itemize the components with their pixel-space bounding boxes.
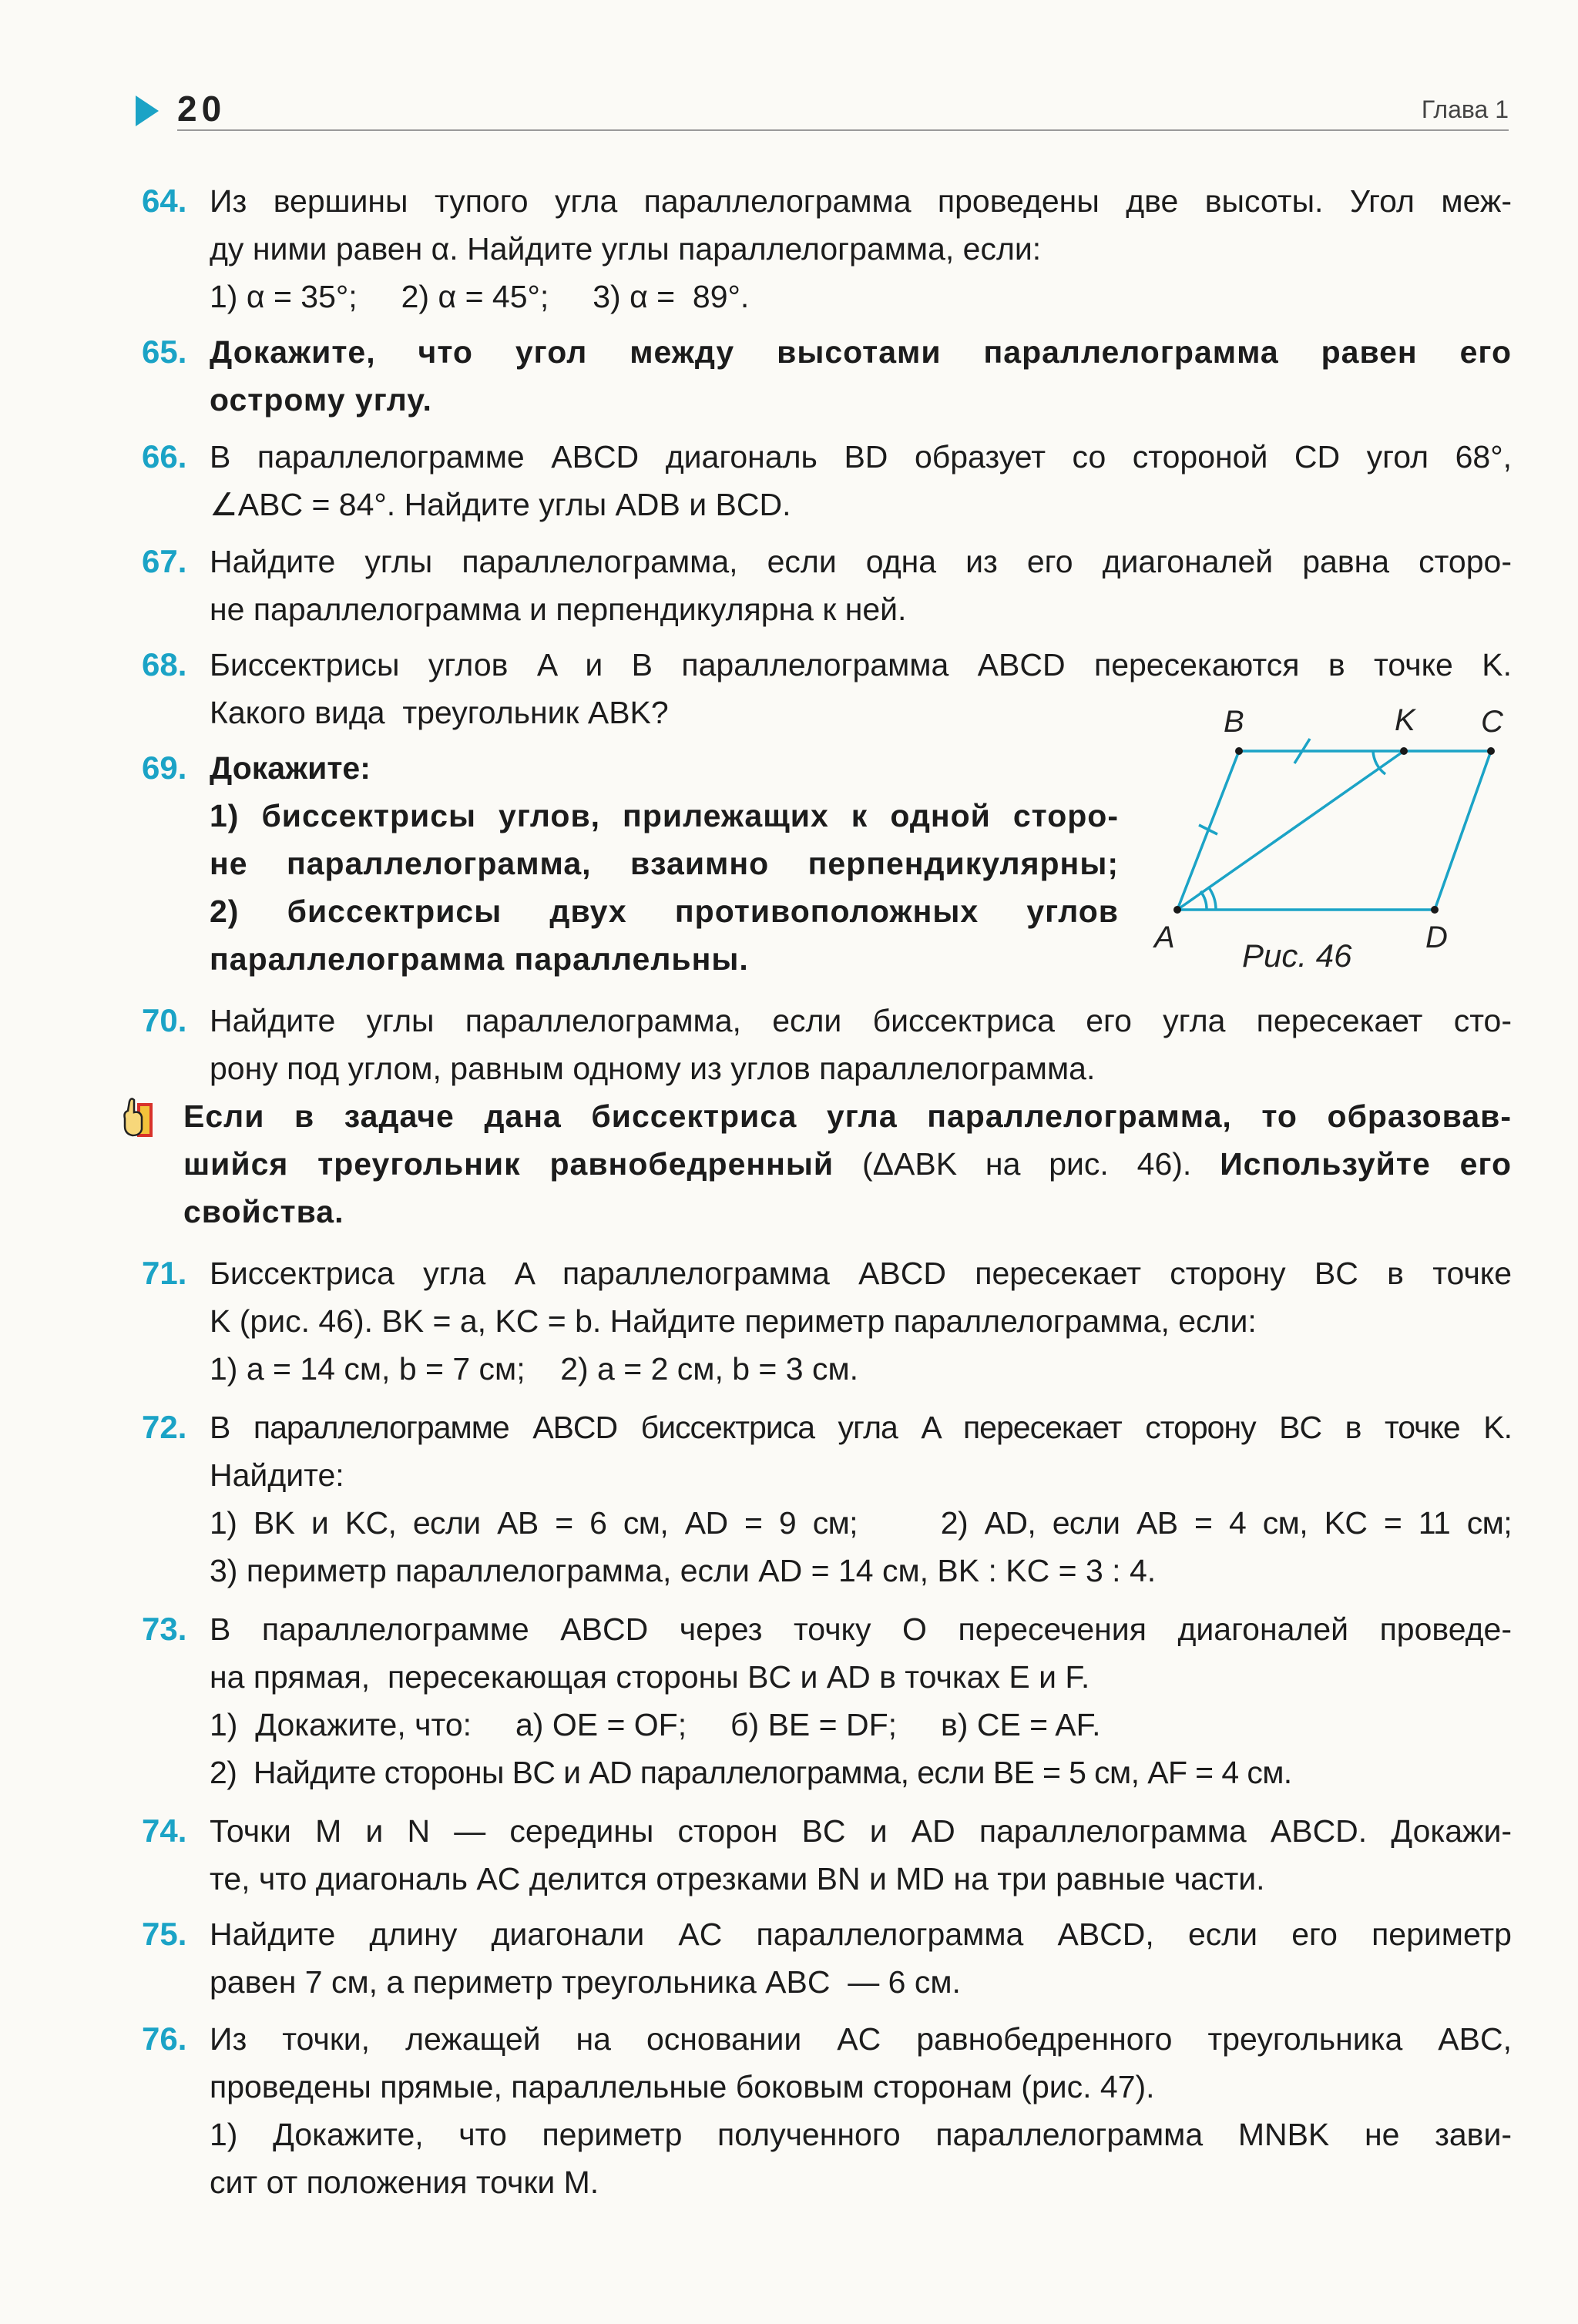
point-k [1400, 747, 1408, 755]
problem-66 [142, 433, 1512, 528]
problem-64 [142, 177, 1512, 320]
hint-bold-text: Используйте его [1220, 1146, 1512, 1182]
problem-line: те, что диагональ AC делится отрезками BN и MD на три равные части. [210, 1861, 1265, 1896]
problem-line: Из вершины тупого угла параллелограмма проведены две высоты. Угол меж- [210, 183, 1512, 219]
problem-line: Какого вида треугольник ABK? [210, 695, 669, 730]
problem-line: 1) α = 35°; 2) α = 45°; 3) α = 89°. [210, 279, 750, 314]
point-b [1235, 747, 1243, 755]
problem-line: Из точки, лежащей на основании AC равнобедренного треугольника ABC, [210, 2021, 1512, 2057]
problem-number: 67. [142, 543, 187, 579]
problem-line: параллелограмма параллельны. [210, 941, 749, 977]
problem-line: проведены прямые, параллельные боковым сторонам (рис. 47). [210, 2069, 1155, 2104]
problem-72 [142, 1403, 1512, 1595]
problem-line: не параллелограмма, взаимно перпендикулярны; [210, 846, 1119, 881]
problem-line: Докажите: [210, 750, 371, 786]
problem-line: равен 7 см, а периметр треугольника ABC — 6 см. [210, 1964, 961, 2000]
problem-line: 1) биссектрисы углов, прилежащих к одной сторо- [210, 798, 1119, 833]
problem-line: Биссектрисы углов A и B параллелограмма ABCD пересекаются в точке K. [210, 647, 1512, 682]
page-arrow-icon [136, 96, 159, 126]
label-k: K [1395, 703, 1415, 737]
hint-block [183, 1092, 1512, 1236]
problem-line: не параллелограмма и перпендикулярна к ней. [210, 592, 907, 627]
problem-line: 1) Докажите, что периметр полученного параллелограмма MNBK не зави- [210, 2117, 1512, 2152]
angle-arc-a2 [1208, 887, 1216, 910]
point-d [1431, 906, 1439, 914]
problem-67 [142, 538, 1512, 633]
problem-number: 64. [142, 183, 187, 219]
problem-line: В параллелограмме ABCD биссектриса угла A пересекает сторону BC в точке K. [210, 1410, 1512, 1445]
problem-line: 3) периметр параллелограмма, если AD = 14 см, BK : KC = 3 : 4. [210, 1553, 1157, 1588]
problem-line: 1) a = 14 см, b = 7 см; 2) a = 2 см, b = 3 см. [210, 1351, 859, 1387]
problem-line: рону под углом, равным одному из углов параллелограмма. [210, 1051, 1096, 1086]
problem-line: сит от положения точки M. [210, 2165, 599, 2200]
problem-74 [142, 1807, 1512, 1903]
label-a: A [1154, 921, 1175, 954]
chapter-title: Глава 1 [1421, 96, 1509, 123]
problem-number: 66. [142, 438, 187, 475]
problem-number: 76. [142, 2021, 187, 2057]
problem-number: 73. [142, 1611, 187, 1647]
problem-line: 1) BK и KC, если AB = 6 см, AD = 9 см; 2) AD, если AB = 4 см, KC = 11 см; [210, 1505, 1512, 1541]
problem-line: острому углу. [210, 382, 432, 418]
problem-number: 74. [142, 1813, 187, 1849]
problem-line: Точки M и N — середины сторон BC и AD параллелограмма ABCD. Докажи- [210, 1813, 1512, 1849]
hint-line: свойства. [183, 1194, 344, 1229]
label-d: D [1425, 921, 1448, 954]
problem-line: Найдите углы параллелограмма, если биссектриса его угла пересекает сто- [210, 1003, 1512, 1038]
point-a [1173, 906, 1181, 914]
problem-line: В параллелограмме ABCD через точку O пересечения диагоналей проведе- [210, 1611, 1512, 1647]
problem-line: 2) Найдите стороны BC и AD параллелограмма, если BE = 5 см, AF = 4 см. [210, 1755, 1292, 1790]
problem-line: ду ними равен α. Найдите углы параллелограмма, если: [210, 231, 1042, 267]
problem-line: K (рис. 46). BK = a, KC = b. Найдите периметр параллелограмма, если: [210, 1303, 1257, 1339]
hint-bold-text: шийся треугольник равнобедренный [183, 1146, 834, 1182]
side-cd [1435, 751, 1491, 910]
problem-73 [142, 1605, 1512, 1796]
problem-number: 65. [142, 334, 187, 370]
problem-line: на прямая, пересекающая стороны BC и AD в точках E и F. [210, 1659, 1090, 1695]
problem-76 [142, 2015, 1512, 2206]
problem-line: Найдите длину диагонали AC параллелограмма ABCD, если его периметр [210, 1917, 1512, 1952]
problem-71 [142, 1249, 1512, 1393]
problem-line: Биссектриса угла A параллелограмма ABCD пересекает сторону BC в точке [210, 1256, 1512, 1291]
label-c: C [1481, 705, 1503, 739]
figure-46 [1133, 697, 1533, 990]
page-header [133, 85, 1509, 134]
header-rule [177, 129, 1509, 131]
problem-69 [142, 744, 1119, 983]
angle-arc-a1 [1200, 891, 1207, 910]
problem-line: 1) Докажите, что: а) OE = OF; б) BE = DF; в) CE = AF. [210, 1707, 1101, 1742]
problem-number: 75. [142, 1916, 187, 1952]
problem-number: 71. [142, 1255, 187, 1291]
problem-75 [142, 1910, 1512, 2006]
problem-line: 2) биссектрисы двух противоположных углов [210, 894, 1119, 929]
page-number: 20 [177, 89, 227, 129]
problem-line: ∠ABC = 84°. Найдите углы ADB и BCD. [210, 487, 791, 522]
problem-number: 72. [142, 1409, 187, 1445]
problem-line: Докажите, что угол между высотами параллелограмма равен его [210, 334, 1512, 370]
label-b: B [1224, 705, 1244, 739]
problem-70 [142, 997, 1512, 1092]
hint-line: Если в задаче дана биссектриса угла параллелограмма, то образовав- [183, 1098, 1512, 1134]
problem-65 [142, 328, 1512, 424]
problem-number: 70. [142, 1002, 187, 1038]
pointing-hand-icon [117, 1095, 157, 1140]
hint-line [183, 1140, 1512, 1188]
figure-caption: Рис. 46 [1242, 937, 1352, 974]
problem-number: 69. [142, 750, 187, 786]
problem-line: Найдите: [210, 1457, 344, 1493]
point-c [1487, 747, 1495, 755]
problem-line: В параллелограмме ABCD диагональ BD образует со стороной CD угол 68°, [210, 439, 1512, 475]
problem-line: Найдите углы параллелограмма, если одна из его диагоналей равна сторо- [210, 544, 1512, 579]
hint-normal-text: (ΔABK на рис. 46). [834, 1146, 1220, 1182]
problem-number: 68. [142, 646, 187, 682]
